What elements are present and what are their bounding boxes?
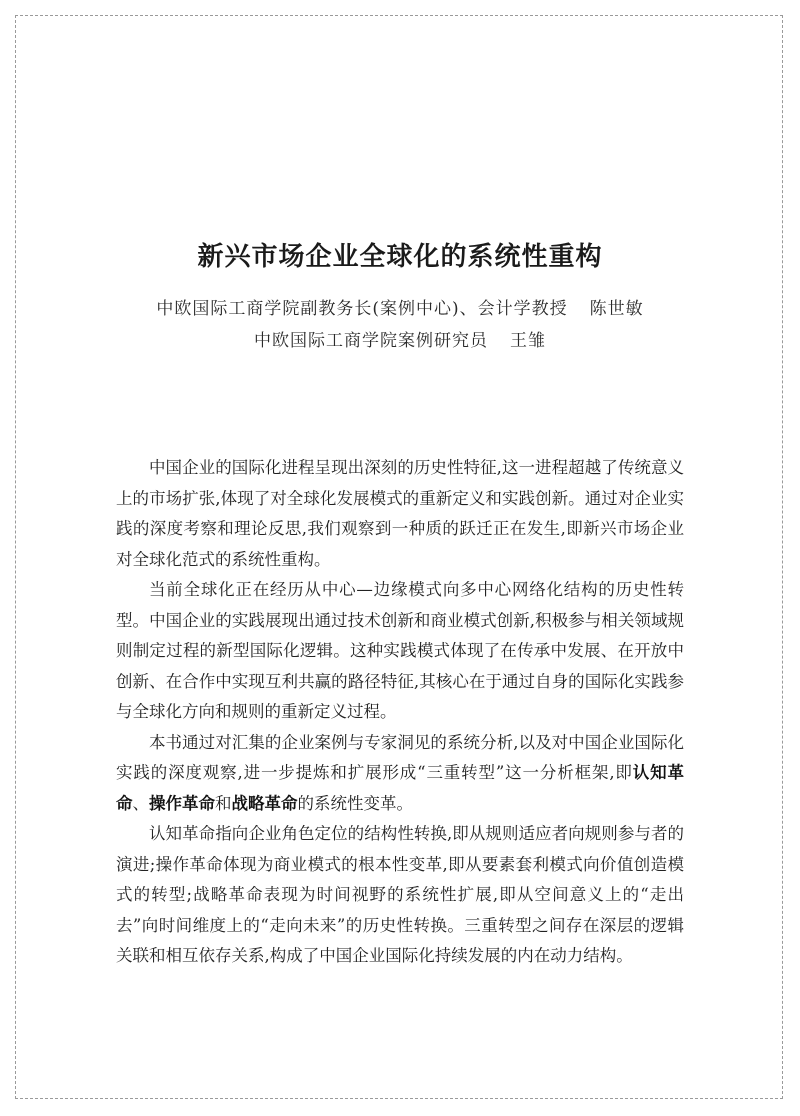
term-strategic-revolution: 战略革命 — [231, 793, 298, 813]
author-name: 陈世敏 — [589, 299, 644, 319]
paragraph-3 — [116, 728, 684, 820]
author-line-2 — [0, 328, 800, 354]
author-name: 王雏 — [510, 331, 546, 351]
paragraph-3-end: 的系统性变革。 — [297, 793, 413, 813]
author-line-1 — [0, 296, 800, 322]
separator: 和 — [215, 793, 232, 813]
author-affiliation: 中欧国际工商学院案例研究员 — [254, 331, 488, 351]
term-operational-revolution: 操作革命 — [149, 793, 215, 813]
separator: 、 — [132, 793, 149, 813]
author-affiliation: 中欧国际工商学院副教务长(案例中心)、会计学教授 — [156, 299, 568, 319]
body-text — [116, 453, 684, 972]
paragraph-1: 中国企业的国际化进程呈现出深刻的历史性特征,这一进程超越了传统意义上的市场扩张,体现了对全球化发展模式的重新定义和实践创新。通过对企业实践的深度考察和理论反思,我们观察到一种质的跃迁正在发生,即新兴市场企业对全球化范式的系统性重构。 — [116, 458, 684, 569]
paragraph-3-intro: 本书通过对汇集的企业案例与专家洞见的系统分析,以及对中国企业国际化实践的深度观察,进一步提炼和扩展形成“三重转型”这一分析框架,即 — [116, 732, 684, 782]
page-title: 新兴市场企业全球化的系统性重构 — [197, 242, 603, 272]
paragraph-2: 当前全球化正在经历从中心—边缘模式向多中心网络化结构的历史性转型。中国企业的实践展现出通过技术创新和商业模式创新,积极参与相关领域规则制定过程的新型国际化逻辑。这种实践模式体现了在传承中发展、在开放中创新、在合作中实现互利共赢的路径特征,其核心在于通过自身的国际化实践参与全球化方向和规则的重新定义过程。 — [116, 580, 684, 721]
paragraph-4: 认知革命指向企业角色定位的结构性转换,即从规则适应者向规则参与者的演进;操作革命体现为商业模式的根本性变革,即从要素套利模式向价值创造模式的转型;战略革命表现为时间视野的系统性扩展,即从空间意义上的“走出去”向时间维度上的“走向未来”的历史性转换。三重转型之间存在深层的逻辑关联和相互依存关系,构成了中国企业国际化持续发展的内在动力结构。 — [116, 824, 684, 965]
term-cognitive-revolution: 认知革命 — [116, 763, 684, 813]
